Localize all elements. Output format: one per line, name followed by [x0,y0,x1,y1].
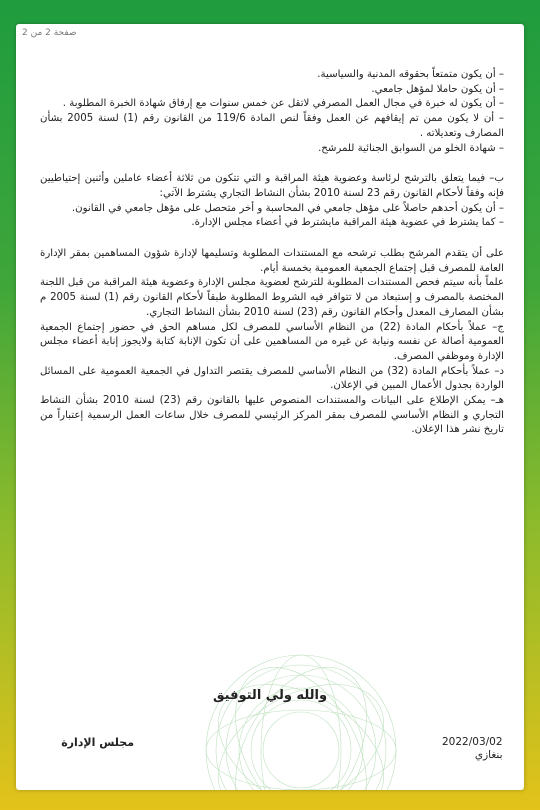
guilloche-watermark [186,620,416,790]
document-page [16,24,524,790]
requirement-line: – أن يكون متمتعاً بحقوقه المدنية والسياسية. [317,69,504,80]
section-c-paragraph: ج– عملاً بأحكام المادة (22) من النظام الأساسي للمصرف لكل مساهم الحق في حضور إجتماع الجمعية العمومية أصالة عن نفسه ونيابة عن غيره من المساهمين على أن تكون الإنابة كتابة ولايجوز إنابة أعضاء مجلس الإدارة وموظفي المصرف. [40,321,504,362]
submission-paragraph: على أن يتقدم المرشح بطلب ترشحه مع المستندات المطلوبة وتسليمها لإدارة شؤون المساهمين بمقر الإدارة العامة للمصرف قبل إجتماع الجمعية العمومية بخمسة أيام. [40,248,504,274]
requirement-line: – أن لا يكون ممن تم إيقافهم عن العمل وفقاً لنص المادة 119/6 من القانون رقم (1) لسنة 2005 بشأن المصارف وتعديلاته . [40,113,504,139]
date-location [442,736,503,762]
condition-line: – كما يشترط في عضوية هيئة المراقبة مايشترط في أعضاء مجلس الإدارة. [191,217,504,229]
page-number: صفحة 2 من 2 [22,28,77,38]
review-paragraph: علماً بأنه سيتم فحص المستندات المطلوبة للترشح لعضوية مجلس الإدارة وعضوية هيئة المراقبة من قبل اللجنة المختصة بالمصرف و إستبعاد من لا تتوافر فيه الشروط المطلوبة طبقاً لأحكام القانون رقم (1) لسنة 2005 م بشأن المصارف المعدل وأحكام القانون رقم (23) لسنة 2010 بشأن النشاط التجاري. [40,277,505,318]
requirement-line: – أن يكون له خبرة في مجال العمل المصرفي لاتقل عن خمس سنوات مع إرفاق شهادة الخبرة المطلوبة . [62,98,504,110]
board-signature: مجلس الإدارة [61,736,134,749]
closing-phrase: والله ولي التوفيق [212,688,328,703]
requirement-line: – أن يكون حاملا لمؤهل جامعي. [371,83,504,95]
announcement-body [40,68,504,438]
section-h-paragraph: هـ– يمكن الإطلاع على البيانات والمستندات المنصوص عليها بالقانون رقم (23) لسنة 2010 بشأن النشاط التجاري و النظام الأساسي للمصرف بمقر المركز الرئيسي للمصرف خلال ساعات العمل الرسمية إعتباراً من تاريخ نشر هذا الإعلان. [40,395,504,436]
issue-date: 2022/03/02 [442,736,503,748]
section-d-paragraph: د– عملاً بأحكام المادة (32) من النظام الأساسي للمصرف يقتصر التداول في الجمعية العمومية على المسائل الواردة بجدول الأعمال المبين في الإعلان. [40,365,504,392]
issue-city: بنغازي [474,749,503,761]
requirement-line: – شهادة الخلو من السوابق الجنائية للمرشح. [318,142,504,154]
section-b-conditions [40,202,504,231]
section-b-paragraph: ب– فيما يتعلق بالترشح لرئاسة وعضوية هيئة المراقبة و التي تتكون من ثلاثة أعضاء عاملين وأثنين إحتياطيين فإنه وفقاً لأحكام القانون رقم 23 لسنة 2010 بشأن النشاط التجاري يشترط الآتي: [40,173,504,199]
section-a-requirements [40,68,504,156]
condition-line: – أن يكون أحدهم حاصلاً على مؤهل جامعي في المحاسبة و أخر متحصل على مؤهل جامعي في القانون. [71,202,504,214]
